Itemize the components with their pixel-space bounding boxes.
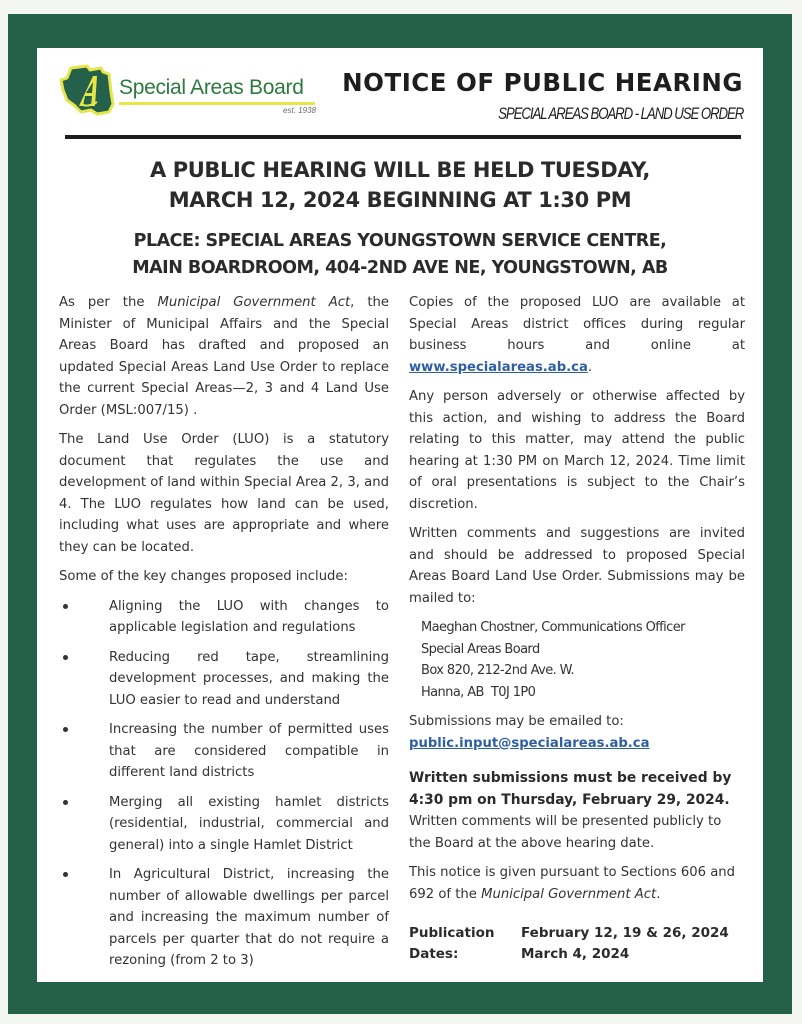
bullet-icon: [63, 872, 68, 877]
act-name: Municipal Government Act: [481, 886, 657, 902]
hearing-headline-line1: A PUBLIC HEARING WILL BE HELD TUESDAY,: [150, 158, 650, 182]
logo-underline: [119, 102, 315, 105]
changes-intro: Some of the key changes proposed include:: [59, 569, 348, 584]
deadline-paragraph: Written submissions must be received by 4:30 pm on Thursday, February 29, 2024. Written comments will be presented publicly to the Board at the above hearing date.: [409, 770, 732, 851]
address-line: Special Areas Board: [421, 641, 540, 657]
place-headline-line2: MAIN BOARDROOM, 404-2ND AVE NE, YOUNGSTOWN, AB: [132, 258, 668, 278]
act-name: Municipal Government Act: [157, 295, 351, 310]
left-column: [59, 292, 389, 980]
right-column: [409, 292, 745, 965]
mailing-address: [409, 617, 745, 703]
bullet-icon: [63, 655, 68, 660]
publication-label: Publication: [409, 925, 495, 941]
address-line: Maeghan Chostner, Communications Officer: [421, 620, 685, 635]
deadline-bold: Written submissions must be received by 4:30 pm on Thursday, February 29, 2024.: [409, 770, 732, 808]
logo-wordmark: Special Areas Board: [119, 76, 304, 99]
notice-title: NOTICE OF PUBLIC HEARING: [342, 68, 743, 97]
written-comments-paragraph: Written comments and suggestions are invited and should be addressed to proposed Special Areas Board Land Use Order. Submissions may be mailed to:: [409, 526, 745, 606]
publication-dates: [409, 923, 745, 965]
notice-subtitle: SPECIAL AREAS BOARD - LAND USE ORDER: [497, 104, 743, 123]
affected-paragraph: Any person adversely or otherwise affected by this action, and wishing to address the Board relating to this matter, may attend the public hearing at 1:30 PM on March 12, 2024. Time limit of oral presentations is subject to the Chair’s discretion.: [409, 389, 745, 512]
publication-row: [409, 944, 745, 965]
logo-est-year: est. 1938: [283, 106, 316, 115]
place-headline-line1: PLACE: SPECIAL AREAS YOUNGSTOWN SERVICE CENTRE,: [133, 231, 667, 251]
address-line: Hanna, AB T0J 1P0: [421, 684, 536, 700]
intro-paragraph: As per the Municipal Government Act, the Minister of Municipal Affairs and the Special Areas Board has drafted and proposed an updated Special Areas Land Use Order to replace the current Special Areas—2, 3 and 4 Land Use Order (MSL:007/15) .: [59, 295, 389, 418]
special-areas-map-logo-icon: [57, 62, 117, 118]
bullet-icon: [63, 800, 68, 805]
bullet-icon: [63, 727, 68, 732]
list-item: Merging all existing hamlet districts (residential, industrial, commercial and general) into a single Hamlet District: [59, 792, 389, 857]
luo-description: The Land Use Order (LUO) is a statutory document that regulates the use and development of land within Special Area 2, 3, and 4. The LUO regulates how land can be used, including what uses are appropriate and where they can be located.: [59, 432, 389, 555]
address-line: Box 820, 212-2nd Ave. W.: [421, 663, 574, 678]
key-changes-list: [59, 596, 389, 972]
email-link[interactable]: public.input@specialareas.ab.ca: [409, 735, 650, 751]
special-areas-board-logo: [57, 62, 317, 122]
list-item: Reducing red tape, streamlining development processes, and making the LUO easier to read and understand: [59, 647, 389, 712]
publication-dates-value: March 4, 2024: [521, 946, 630, 962]
website-link[interactable]: www.specialareas.ab.ca: [409, 359, 588, 375]
header-divider: [65, 135, 741, 139]
publication-row: [409, 923, 745, 944]
list-item: Aligning the LUO with changes to applicable legislation and regulations: [59, 596, 389, 639]
notice-panel: [37, 48, 763, 982]
bullet-icon: [63, 604, 68, 609]
place-headline: [37, 228, 763, 282]
list-item: In Agricultural District, increasing the number of allowable dwellings per parcel and increasing the maximum number of parcels per quarter that do not require a rezoning (from 2 to 3): [59, 864, 389, 972]
copies-paragraph: Copies of the proposed LUO are available at Special Areas district offices during regular business hours and online at www.specialareas.ab.ca.: [409, 295, 745, 375]
publication-dates-value: February 12, 19 & 26, 2024: [521, 925, 729, 941]
hearing-headline-line2: MARCH 12, 2024 BEGINNING AT 1:30 PM: [168, 188, 632, 212]
list-item: Increasing the number of permitted uses that are considered compatible in different land districts: [59, 719, 389, 784]
legal-paragraph: This notice is given pursuant to Sections 606 and 692 of the Municipal Government Act.: [409, 865, 736, 902]
email-paragraph: Submissions may be emailed to: public.input@specialareas.ab.ca: [409, 714, 650, 751]
publication-label: Dates:: [409, 946, 459, 962]
hearing-headline: [37, 155, 763, 215]
